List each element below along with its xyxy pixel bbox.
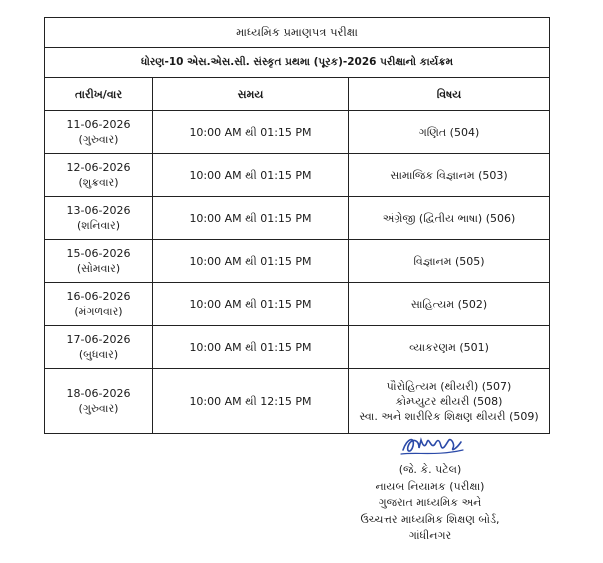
exam-subject: વ્યાકરણમ (501) — [409, 340, 489, 354]
exam-time: 10:00 AM થી 01:15 PM — [153, 240, 349, 283]
date-day-cell — [45, 154, 153, 197]
table-row — [45, 326, 550, 369]
exam-day: (ગુરુવાર) — [78, 133, 119, 146]
exam-subject: સાહિત્યમ (502) — [410, 297, 488, 311]
exam-subject: ગણિત (504) — [418, 125, 480, 139]
exam-date: 11-06-2026 — [66, 118, 131, 131]
header-row — [45, 78, 550, 111]
exam-date: 12-06-2026 — [66, 161, 131, 174]
signature-block — [295, 430, 565, 545]
signatory-designation: નાયબ નિયામક (પરીક્ષા) — [375, 479, 485, 493]
exam-subject: અંગ્રેજી (દ્વિતીય ભાષા) (506) — [382, 211, 516, 225]
table-title: માધ્યમિક પ્રમાણપત્ર પરીક્ષા — [45, 18, 550, 48]
date-day-cell — [45, 111, 153, 154]
title-row — [45, 18, 550, 48]
board-city: ગાંધીનગર — [408, 529, 452, 542]
exam-time: 10:00 AM થી 01:15 PM — [153, 197, 349, 240]
table-row — [45, 283, 550, 326]
board-name-line2: ઉચ્ચત્તર માધ્યમિક શિક્ષણ બોર્ડ, — [360, 512, 500, 526]
subject-cell — [349, 111, 550, 154]
signature-icon — [295, 430, 565, 462]
exam-subject: કોમ્પ્યુટર થીયરી (508) — [395, 394, 503, 408]
table-row — [45, 197, 550, 240]
exam-day: (ગુરુવાર) — [78, 402, 119, 415]
table-row — [45, 111, 550, 154]
header-subject: વિષય — [349, 78, 550, 111]
exam-time: 10:00 AM થી 01:15 PM — [153, 154, 349, 197]
date-day-cell — [45, 283, 153, 326]
exam-date: 16-06-2026 — [66, 290, 131, 303]
subject-cell — [349, 197, 550, 240]
exam-time: 10:00 AM થી 01:15 PM — [153, 326, 349, 369]
date-day-cell — [45, 326, 153, 369]
header-date-day: તારીખ/વાર — [45, 78, 153, 111]
subject-cell — [349, 326, 550, 369]
date-day-cell — [45, 369, 153, 434]
exam-subject: વિજ્ઞાનમ (505) — [413, 254, 485, 268]
exam-day: (સોમવાર) — [76, 262, 121, 275]
exam-time: 10:00 AM થી 01:15 PM — [153, 111, 349, 154]
board-name-line1: ગુજરાત માધ્યમિક અને — [378, 496, 482, 509]
subject-cell — [349, 283, 550, 326]
exam-day: (શનિવાર) — [77, 219, 120, 232]
subject-cell — [349, 369, 550, 434]
subject-cell — [349, 154, 550, 197]
exam-date: 13-06-2026 — [66, 204, 131, 217]
subject-cell — [349, 240, 550, 283]
subtitle-row — [45, 48, 550, 78]
exam-subject: પૌરોહિત્યમ (થીયરી) (507) — [386, 379, 512, 393]
exam-subject: સામાજિક વિજ્ઞાનમ (503) — [390, 168, 508, 182]
exam-subject: સ્વા. અને શારીરિક શિક્ષણ થીયરી (509) — [359, 409, 539, 423]
exam-time: 10:00 AM થી 12:15 PM — [153, 369, 349, 434]
table-row — [45, 240, 550, 283]
exam-date: 18-06-2026 — [66, 387, 131, 400]
exam-rows — [45, 111, 550, 434]
exam-date: 17-06-2026 — [66, 333, 131, 346]
header-time: સમય — [153, 78, 349, 111]
exam-date: 15-06-2026 — [66, 247, 131, 260]
signatory-name: (જે. કે. પટેલ) — [398, 463, 462, 476]
date-day-cell — [45, 197, 153, 240]
exam-timetable — [44, 17, 550, 434]
table-subtitle: ધોરણ-10 એસ.એસ.સી. સંસ્કૃત પ્રથમા (પૂરક)-2026 પરીક્ષાનો કાર્યક્રમ — [45, 48, 550, 78]
date-day-cell — [45, 240, 153, 283]
table-row — [45, 154, 550, 197]
exam-day: (બુધવાર) — [78, 348, 119, 361]
exam-time: 10:00 AM થી 01:15 PM — [153, 283, 349, 326]
exam-day: (મંગળવાર) — [74, 305, 123, 318]
exam-day: (શુક્રવાર) — [78, 176, 119, 189]
table-row — [45, 369, 550, 434]
